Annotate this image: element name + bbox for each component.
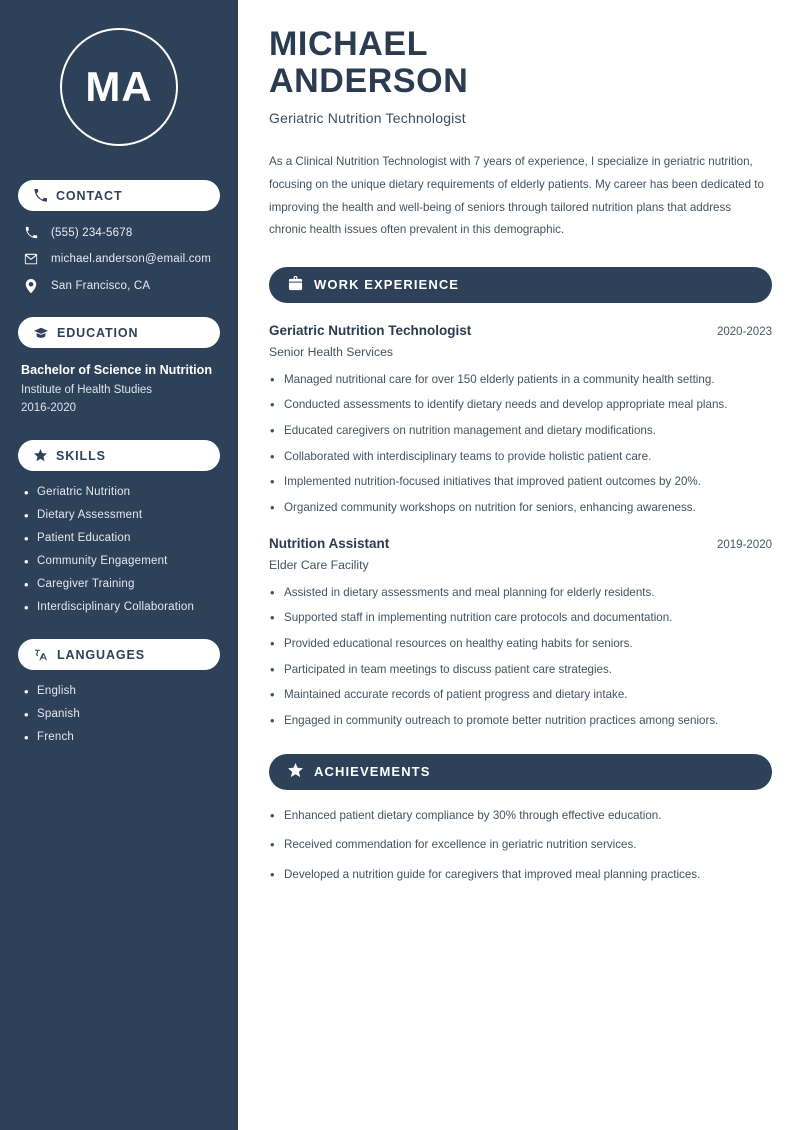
experience-entry bbox=[269, 536, 772, 729]
contact-heading-label: CONTACT bbox=[56, 188, 123, 203]
contact-phone bbox=[18, 226, 220, 239]
contact-location bbox=[18, 279, 220, 293]
star-icon bbox=[34, 449, 47, 462]
experience-bullets bbox=[269, 372, 772, 516]
education-heading bbox=[18, 317, 220, 348]
list-item: • Interdisciplinary Collaboration bbox=[24, 601, 220, 613]
experience-date: 2019-2020 bbox=[717, 538, 772, 551]
list-item: • Caregiver Training bbox=[24, 578, 220, 590]
list-item: • Collaborated with interdisciplinary teams to provide holistic patient care. bbox=[269, 449, 772, 465]
star-icon bbox=[288, 763, 303, 781]
last-name: ANDERSON bbox=[269, 61, 469, 100]
list-item: • Educated caregivers on nutrition management and dietary modifications. bbox=[269, 423, 772, 439]
experience-role: Nutrition Assistant bbox=[269, 535, 390, 551]
main-content bbox=[238, 0, 800, 1130]
list-item: • Geriatric Nutrition bbox=[24, 486, 220, 498]
education-years: 2016-2020 bbox=[21, 402, 76, 414]
list-item: • Spanish bbox=[24, 708, 220, 720]
experience-header bbox=[269, 323, 772, 338]
contact-email-text: michael.anderson@email.com bbox=[51, 253, 212, 265]
experience-company: Elder Care Facility bbox=[269, 557, 369, 572]
list-item: • Received commendation for excellence in geriatric nutrition services. bbox=[269, 837, 772, 853]
experience-bullets bbox=[269, 585, 772, 729]
languages-heading bbox=[18, 639, 220, 670]
achievements-heading bbox=[269, 754, 772, 790]
headline-job-title: Geriatric Nutrition Technologist bbox=[269, 110, 466, 127]
list-item: • Community Engagement bbox=[24, 555, 220, 567]
contact-email bbox=[18, 252, 220, 266]
experience-date: 2020-2023 bbox=[717, 325, 772, 338]
graduation-cap-icon bbox=[34, 326, 48, 340]
contact-phone-text: (555) 234-5678 bbox=[51, 226, 133, 239]
contact-heading bbox=[18, 180, 220, 211]
experience-entry bbox=[269, 323, 772, 516]
education-school: Institute of Health Studies bbox=[21, 384, 153, 396]
location-pin-icon bbox=[23, 279, 39, 293]
achievements-list bbox=[269, 808, 772, 883]
list-item: • Conducted assessments to identify dietary needs and develop appropriate meal plans. bbox=[269, 397, 772, 413]
page-title bbox=[269, 26, 772, 99]
list-item: • Maintained accurate records of patient progress and dietary intake. bbox=[269, 687, 772, 703]
work-experience-heading bbox=[269, 267, 772, 303]
list-item: • French bbox=[24, 731, 220, 743]
phone-icon bbox=[23, 226, 39, 239]
list-item: • Supported staff in implementing nutrition care protocols and documentation. bbox=[269, 610, 772, 626]
experience-role: Geriatric Nutrition Technologist bbox=[269, 322, 472, 338]
education-degree: Bachelor of Science in Nutrition bbox=[21, 363, 213, 377]
list-item: • Dietary Assessment bbox=[24, 509, 220, 521]
skills-heading bbox=[18, 440, 220, 471]
list-item: • Participated in team meetings to discuss patient care strategies. bbox=[269, 662, 772, 678]
skills-heading-label: SKILLS bbox=[56, 448, 106, 463]
experience-company: Senior Health Services bbox=[269, 344, 393, 359]
contact-list bbox=[18, 226, 220, 293]
translate-icon bbox=[34, 648, 48, 662]
phone-icon bbox=[34, 189, 47, 202]
avatar: MA bbox=[60, 28, 178, 146]
education-heading-label: EDUCATION bbox=[57, 325, 139, 340]
list-item: • Patient Education bbox=[24, 532, 220, 544]
professional-summary: As a Clinical Nutrition Technologist with 7 years of experience, I specialize in geriatric nutrition, focusing on the unique dietary requirements of elderly patients. My career has been dedicated to improving the health and well-being of seniors through tailored nutrition plans that address chronic health issues often prevalent in this demographic. bbox=[269, 155, 764, 237]
list-item: • Managed nutritional care for over 150 elderly patients in a community health setting. bbox=[269, 372, 772, 388]
envelope-icon bbox=[23, 252, 39, 266]
first-name: MICHAEL bbox=[269, 25, 429, 63]
work-experience-heading-label: WORK EXPERIENCE bbox=[314, 277, 460, 293]
list-item: • Organized community workshops on nutrition for seniors, enhancing awareness. bbox=[269, 500, 772, 516]
list-item: • Engaged in community outreach to promote better nutrition practices among seniors. bbox=[269, 713, 772, 729]
list-item: • Developed a nutrition guide for caregivers that improved meal planning practices. bbox=[269, 867, 772, 883]
contact-location-text: San Francisco, CA bbox=[51, 280, 151, 292]
briefcase-icon bbox=[288, 276, 303, 294]
achievements-heading-label: ACHIEVEMENTS bbox=[314, 764, 431, 779]
languages-list bbox=[18, 685, 220, 743]
list-item: • Provided educational resources on healthy eating habits for seniors. bbox=[269, 636, 772, 652]
sidebar bbox=[0, 0, 238, 1130]
education-entry bbox=[18, 363, 220, 414]
languages-heading-label: LANGUAGES bbox=[57, 647, 145, 662]
skills-list bbox=[18, 486, 220, 613]
list-item: • Implemented nutrition-focused initiatives that improved patient outcomes by 20%. bbox=[269, 474, 772, 490]
list-item: • English bbox=[24, 685, 220, 697]
list-item: • Assisted in dietary assessments and meal planning for elderly residents. bbox=[269, 585, 772, 601]
avatar-wrapper bbox=[18, 28, 220, 146]
list-item: • Enhanced patient dietary compliance by 30% through effective education. bbox=[269, 808, 772, 824]
experience-header bbox=[269, 536, 772, 551]
